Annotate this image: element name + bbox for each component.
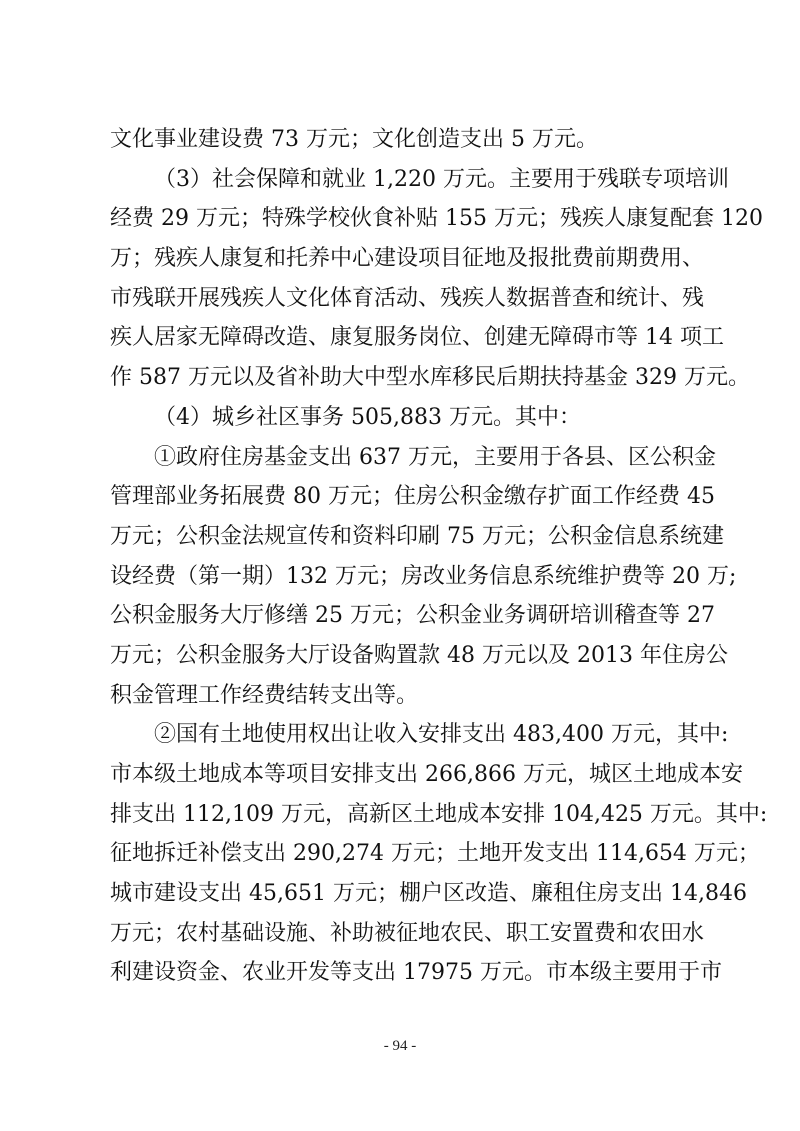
text-line: 公积金服务大厅修缮 25 万元；公积金业务调研培训稽查等 27 xyxy=(110,603,715,629)
text-line: 市本级土地成本等项目安排支出 266,866 万元，城区土地成本安 xyxy=(110,762,743,787)
text-line: （3）社会保障和就业 1,220 万元。主要用于残联专项培训 xyxy=(154,166,729,192)
text-line: 设经费（第一期）132 万元；房改业务信息系统维护费等 20 万; xyxy=(110,563,737,589)
text-line: ①政府住房基金支出 637 万元，主要用于各县、区公积金 xyxy=(154,444,716,470)
text-line: 管理部业务拓展费 80 万元；住房公积金缴存扩面工作经费 45 xyxy=(110,484,715,510)
text-line: 文化事业建设费 73 万元；文化创造支出 5 万元。 xyxy=(110,127,598,152)
text-line: 万；残疾人康复和托养中心建设项目征地及报批费前期费用、 xyxy=(110,246,705,272)
text-line: 疾人居家无障碍改造、康复服务岗位、创建无障碍市等 14 项工 xyxy=(110,325,724,351)
text-line: 市残联开展残疾人文化体育活动、残疾人数据普查和统计、残 xyxy=(110,285,705,311)
text-line: 城市建设支出 45,651 万元；棚户区改造、廉租住房支出 14,846 xyxy=(110,881,747,907)
text-line: 经费 29 万元；特殊学校伙食补贴 155 万元；残疾人康复配套 120 xyxy=(110,206,763,232)
text-line: 排支出 112,109 万元，高新区土地成本安排 104,425 万元。其中: xyxy=(110,801,768,827)
text-line: 万元；公积金法规宣传和资料印刷 75 万元；公积金信息系统建 xyxy=(110,523,724,549)
text-line: （4）城乡社区事务 505,883 万元。其中： xyxy=(154,404,581,430)
text-line: ②国有土地使用权出让收入安排支出 483,400 万元，其中: xyxy=(154,722,729,748)
text-line: 征地拆迁补偿支出 290,274 万元；土地开发支出 114,654 万元； xyxy=(110,841,760,867)
text-line: 作 587 万元以及省补助大中型水库移民后期扶持基金 329 万元。 xyxy=(110,365,750,391)
text-line: 万元；农村基础设施、补助被征地农民、职工安置费和农田水 xyxy=(110,920,705,946)
text-line: 利建设资金、农业开发等支出 17975 万元。市本级主要用于市 xyxy=(110,960,722,986)
text-line: 积金管理工作经费结转支出等。 xyxy=(110,682,419,708)
text-line: 万元；公积金服务大厅设备购置款 48 万元以及 2013 年住房公 xyxy=(110,642,728,668)
page-number: - 94 - xyxy=(383,1038,417,1054)
body-text xyxy=(110,120,768,993)
